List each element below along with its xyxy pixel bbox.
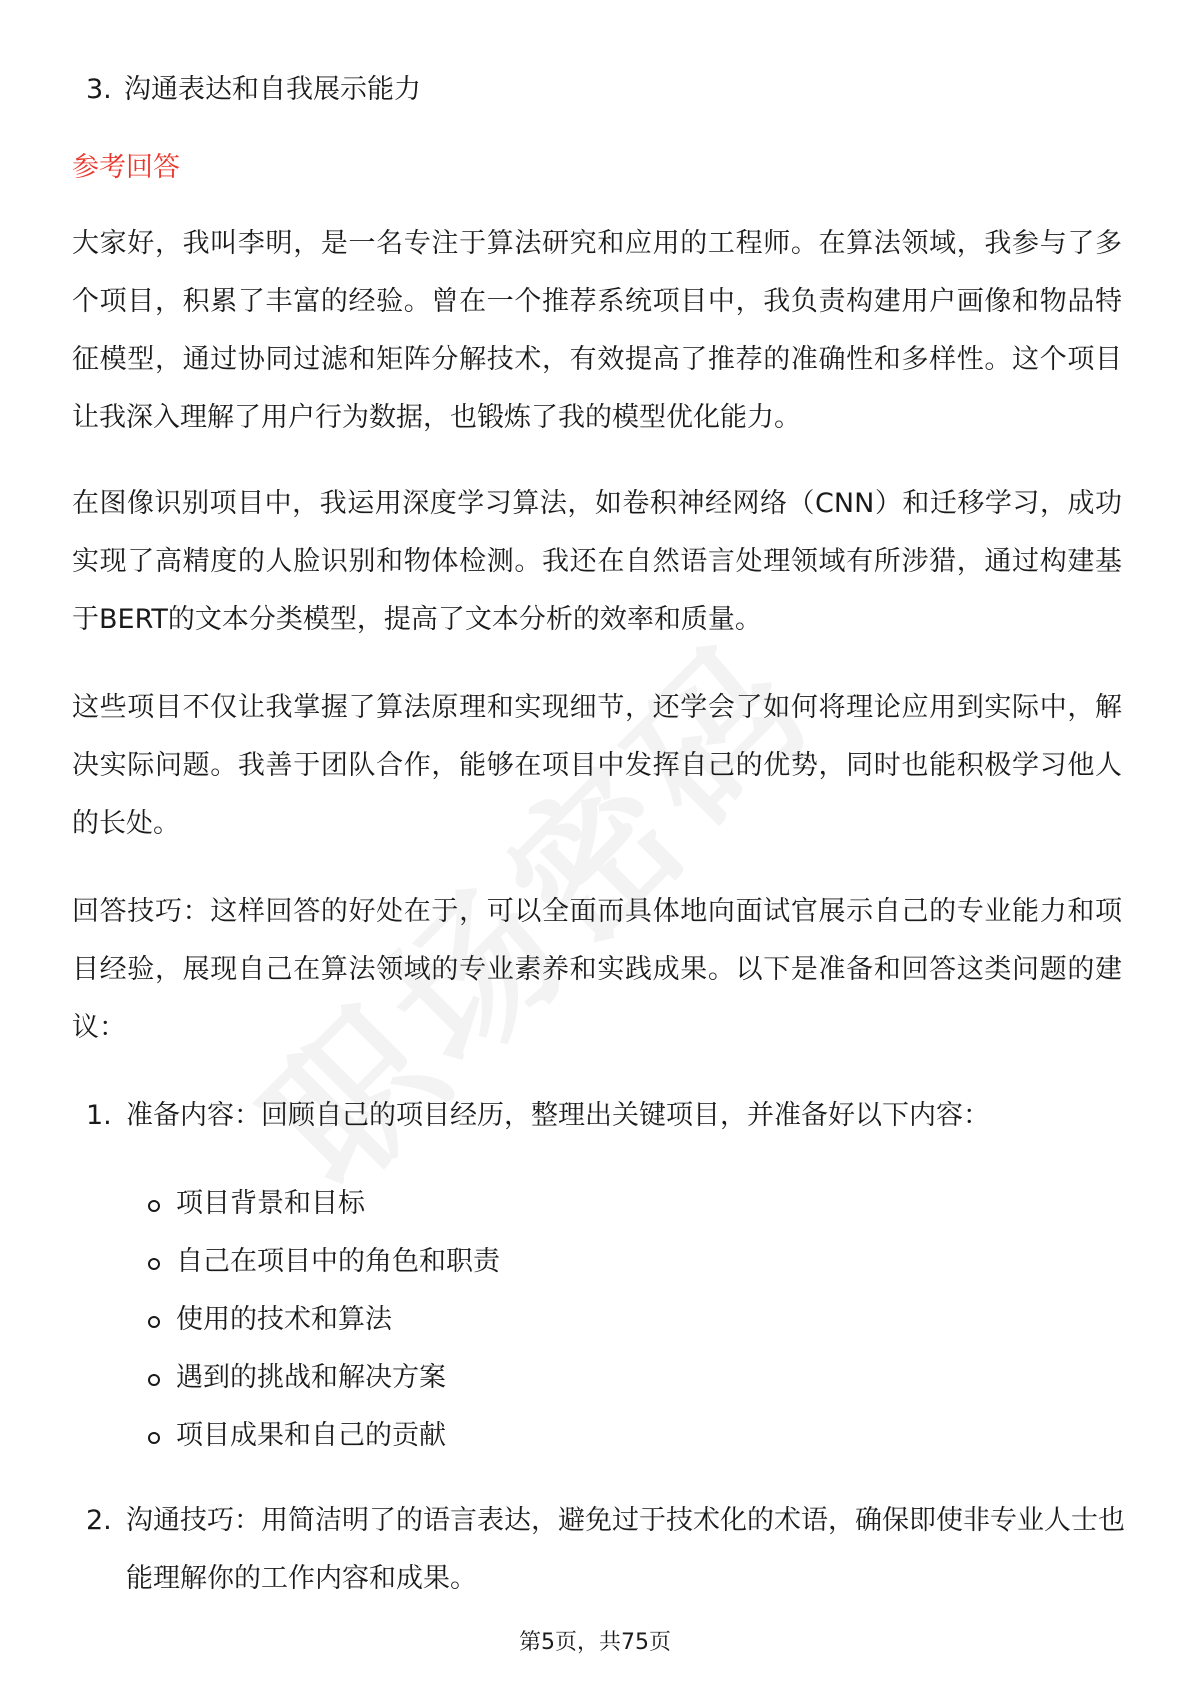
circle-bullet-icon (148, 1316, 160, 1328)
list-item-number: 2. (86, 1505, 112, 1536)
section-heading: 参考回答 (72, 152, 180, 183)
paragraph-intro: 大家好，我叫李明，是一名专注于算法研究和应用的工程师。在算法领域，我参与了多个项目，积累了丰富的经验。曾在一个推荐系统项目中，我负责构建用户画像和物品特征模型，通过协同过滤和矩阵分解技术，有效提高了推荐的准确性和多样性。这个项目让我深入理解了用户行为数据，也锻炼了我的模型优化能力。 (72, 228, 1122, 433)
bullet-text: 自己在项目中的角色和职责 (176, 1246, 500, 1277)
circle-bullet-icon (148, 1432, 160, 1444)
list-item-text: 沟通技巧：用简洁明了的语言表达，避免过于技术化的术语，确保即使非专业人士也能理解你的工作内容和成果。 (126, 1505, 1125, 1594)
list-item-text: 沟通表达和自我展示能力 (124, 74, 421, 105)
circle-bullet-icon (148, 1258, 160, 1270)
list-item-number: 3. (86, 74, 112, 105)
bullet-text: 遇到的挑战和解决方案 (176, 1362, 446, 1393)
paragraph-tips: 回答技巧：这样回答的好处在于，可以全面而具体地向面试官展示自己的专业能力和项目经验，展现自己在算法领域的专业素养和实践成果。以下是准备和回答这类问题的建议： (72, 896, 1122, 1043)
page-number: 第5页，共75页 (519, 1630, 671, 1655)
paragraph-image-recognition: 在图像识别项目中，我运用深度学习算法，如卷积神经网络（CNN）和迁移学习，成功实现了高精度的人脸识别和物体检测。我还在自然语言处理领域有所涉猎，通过构建基于BERT的文本分类模型，提高了文本分析的效率和质量。 (72, 488, 1122, 635)
circle-bullet-icon (148, 1200, 160, 1212)
list-item-number: 1. (86, 1100, 112, 1131)
bullet-text: 使用的技术和算法 (176, 1304, 392, 1335)
paragraph-summary: 这些项目不仅让我掌握了算法原理和实现细节，还学会了如何将理论应用到实际中，解决实际问题。我善于团队合作，能够在项目中发挥自己的优势，同时也能积极学习他人的长处。 (72, 692, 1122, 839)
bullet-text: 项目背景和目标 (176, 1188, 365, 1219)
list-item-text: 准备内容：回顾自己的项目经历，整理出关键项目，并准备好以下内容： (126, 1100, 990, 1131)
circle-bullet-icon (148, 1374, 160, 1386)
list-item-3 (86, 70, 421, 110)
bullet-text: 项目成果和自己的贡献 (176, 1420, 446, 1451)
